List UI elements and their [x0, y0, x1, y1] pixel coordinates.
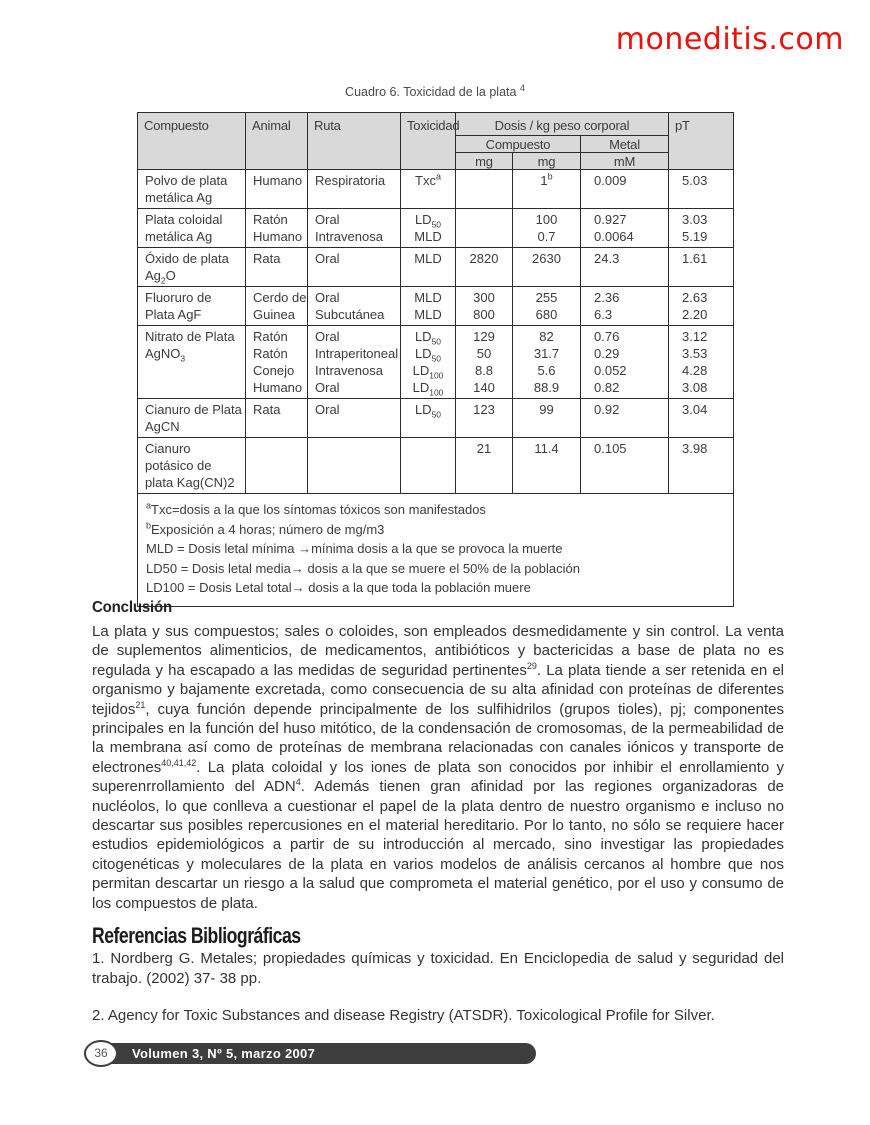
table-row	[138, 326, 734, 399]
col-header-unit-mm-metal: mM	[581, 153, 669, 170]
conclusion-paragraph: La plata y sus compuestos; sales o coloides, son empleados desmedidamente y sin control. La venta de suplementos alimenticios, de medicamentos, antibióticos y bactericidas a base de plata no es regulada y ha escapado a las medidas de seguridad pertinentes$^{29}$. La plata tiende a ser retenida en el organismo y bajamente excretada, como consecuencia de su alta afinidad con proteínas de diferentes tejidos$^{21}$, cuya función depende principalmente de los sulfihidrilos (grupos tioles), pj; componentes principales en la función del huso mitótico, de la condensación de cromosomas, de la permeabilidad de la membrana así como de proteínas de membrana relacionadas con canales iónicos y transporte de electrones$^{40,41,42}$. La plata coloidal y los iones de plata son conocidos por inhibir el enrollamiento y superenrrollamiento del ADN$^4$. Además tienen gran afinidad por las regiones organizadoras de nucléolos, lo que conlleva a cuestionar el papel de la plata dentro de nuestro organismo e incluso no descartar sus posibles repercusiones en el material hereditario. Por lo tanto, no sólo se requiere hacer estudios epidemiológicos a partir de su introducción al mercado, sino investigar las propiedades citogenéticas y moleculares de la plata en varios modelos de análisis cercanos al hombre que nos permitan descartar un riesgo a la salud que comprometa el material genético, por el uso y consumo de los compuestos de plata.	[92, 623, 785, 912]
cell-animal	[246, 287, 308, 326]
cell-line: Oral	[315, 251, 340, 266]
cell-line: 3.03	[682, 212, 708, 227]
cell-line: Óxido de plata	[145, 251, 229, 266]
reference-item: 2. Agency for Toxic Substances and disease Registry (ATSDR). Toxicological Profile for Silver.	[92, 1007, 715, 1024]
cell-line: 0.92	[594, 402, 620, 417]
footnotes-row	[138, 494, 734, 607]
cell-ruta	[308, 209, 401, 248]
col-header-pt: pT	[669, 113, 734, 170]
cell-ruta	[308, 326, 401, 399]
cell-line: AgCN	[145, 419, 180, 434]
cell-line: 800	[473, 307, 495, 322]
table-caption: Cuadro 6. Toxicidad de la plata $^4$	[345, 82, 525, 99]
cell-mg-compuesto	[456, 170, 513, 209]
col-header-dosis-compuesto: Compuesto	[456, 136, 581, 153]
cell-line: MLD	[414, 290, 442, 305]
cell-line: 1$^b$	[540, 171, 553, 188]
cell-line: Plata AgF	[145, 307, 202, 322]
cell-line: 3.12	[682, 329, 708, 344]
col-header-dosis-metal: Metal	[581, 136, 669, 153]
cell-mg-metal	[513, 248, 581, 287]
table-row	[138, 287, 734, 326]
cell-line: Nitrato de Plata	[145, 329, 235, 344]
cell-line: 6.3	[594, 307, 613, 322]
cell-line: 129	[473, 329, 495, 344]
cell-line: MLD	[414, 307, 442, 322]
cell-line: metálica Ag	[145, 229, 213, 244]
cell-animal	[246, 399, 308, 438]
table-body	[138, 170, 734, 494]
col-header-dosis-group: Dosis / kg peso corporal	[456, 113, 669, 136]
cell-compuesto	[138, 399, 246, 438]
table-footnote: $^b$Exposición a 4 horas; número de mg/m3	[146, 520, 385, 537]
cell-line: metálica Ag	[145, 190, 213, 205]
cell-animal	[246, 209, 308, 248]
cell-line: 5.6	[537, 363, 556, 378]
cell-line: Plata coloidal	[145, 212, 223, 227]
cell-mg-compuesto	[456, 326, 513, 399]
cell-ruta	[308, 287, 401, 326]
cell-line: 2.36	[594, 290, 620, 305]
cell-line: Oral	[315, 290, 340, 305]
cell-mm-metal	[581, 399, 669, 438]
cell-ruta	[308, 248, 401, 287]
cell-pt	[669, 170, 734, 209]
cell-line: Cianuro	[145, 441, 191, 456]
cell-pt	[669, 438, 734, 494]
cell-line: 2820	[469, 251, 499, 266]
cell-toxicidad	[401, 248, 456, 287]
cell-line: 11.4	[534, 441, 559, 456]
cell-pt	[669, 209, 734, 248]
table-footnote: LD50 = Dosis letal media→ dosis a la que se muere el 50% de la población	[146, 560, 580, 576]
table-footnote: MLD = Dosis letal mínima →mínima dosis a la que se provoca la muerte	[146, 541, 563, 556]
references-list	[92, 949, 784, 1044]
cell-compuesto	[138, 248, 246, 287]
table-footer	[138, 494, 734, 607]
col-header-animal: Animal	[246, 113, 308, 170]
cell-toxicidad	[401, 326, 456, 399]
cell-line: 0.927	[594, 212, 627, 227]
cell-line: 123	[473, 402, 495, 417]
table-header	[138, 113, 734, 170]
cell-line: 50	[476, 346, 492, 361]
cell-ruta	[308, 399, 401, 438]
cell-mg-metal	[513, 287, 581, 326]
page-number-badge: 36	[84, 1040, 118, 1067]
table-footnotes	[138, 494, 734, 607]
cell-mm-metal	[581, 438, 669, 494]
cell-line: Oral	[315, 402, 340, 417]
cell-compuesto	[138, 326, 246, 399]
cell-compuesto	[138, 209, 246, 248]
cell-compuesto	[138, 438, 246, 494]
cell-line: 140	[473, 380, 495, 395]
cell-mg-metal	[513, 399, 581, 438]
cell-line: 99	[539, 402, 554, 417]
cell-line: 5.19	[682, 229, 708, 244]
references-heading: Referencias Bibliográficas	[92, 923, 301, 948]
cell-line: Cianuro de Plata	[145, 402, 242, 417]
cell-line: Oral	[315, 329, 340, 344]
cell-line: $LD_{50}$	[414, 346, 442, 364]
col-header-compuesto: Compuesto	[138, 113, 246, 170]
reference-item: 1. Nordberg G. Metales; propiedades químicas y toxicidad. En Enciclopedia de salud y seguridad del trabajo. (2002) 37- 38 pp.	[92, 950, 784, 987]
cell-line: Intravenosa	[315, 363, 383, 378]
col-header-toxicidad: Toxicidad	[401, 113, 456, 170]
table-row	[138, 438, 734, 494]
cell-compuesto	[138, 170, 246, 209]
cell-line: 2630	[532, 251, 561, 266]
cell-line: Polvo de plata	[145, 173, 228, 188]
table-row	[138, 399, 734, 438]
cell-line: Subcutánea	[315, 307, 385, 322]
cell-animal	[246, 326, 308, 399]
cell-line: Intravenosa	[315, 229, 383, 244]
cell-line: Humano	[253, 229, 303, 244]
cell-line: Humano	[253, 380, 303, 395]
cell-line: 0.7	[537, 229, 556, 244]
cell-animal	[246, 438, 308, 494]
cell-mg-metal	[513, 438, 581, 494]
cell-line: potásico de	[145, 458, 212, 473]
cell-line: $LD_{50}$	[414, 402, 442, 420]
cell-line: Fluoruro de	[145, 290, 212, 305]
cell-mm-metal	[581, 248, 669, 287]
cell-line: AgNO$_3$	[145, 346, 186, 364]
cell-line: 680	[535, 307, 558, 322]
cell-line: Ratón	[253, 212, 288, 227]
cell-line: 0.052	[594, 363, 627, 378]
cell-mm-metal	[581, 170, 669, 209]
cell-line: 4.28	[682, 363, 708, 378]
cell-line: plata Kag(CN)2	[145, 475, 235, 490]
table-footnote: LD100 = Dosis Letal total→ dosis a la que toda la población muere	[146, 580, 531, 595]
cell-line: Humano	[253, 173, 303, 188]
cell-line: $LD_{100}$	[412, 363, 444, 381]
cell-mg-metal	[513, 209, 581, 248]
cell-pt	[669, 248, 734, 287]
cell-line: Oral	[315, 212, 340, 227]
cell-mg-compuesto	[456, 248, 513, 287]
cell-mg-metal	[513, 170, 581, 209]
cell-mg-compuesto	[456, 399, 513, 438]
cell-line: Ratón	[253, 329, 288, 344]
conclusion-heading: Conclusión	[92, 599, 173, 616]
cell-ruta	[308, 170, 401, 209]
cell-toxicidad	[401, 209, 456, 248]
footer-bar	[84, 1043, 536, 1064]
cell-line: 1.61	[682, 251, 708, 266]
cell-line: MLD	[414, 251, 442, 266]
cell-compuesto	[138, 287, 246, 326]
cell-line: Intraperitoneal	[315, 346, 399, 361]
cell-line: Conejo	[253, 363, 295, 378]
cell-line: Guinea	[253, 307, 295, 322]
cell-mg-metal	[513, 326, 581, 399]
cell-line: $LD_{100}$	[412, 380, 444, 398]
cell-mg-compuesto	[456, 287, 513, 326]
cell-mm-metal	[581, 326, 669, 399]
col-header-unit-mg-metal: mg	[513, 153, 581, 170]
cell-line: $LD_{50}$	[414, 329, 442, 347]
cell-line: 255	[535, 290, 558, 305]
cell-line: 3.04	[682, 402, 708, 417]
cell-line: Rata	[253, 402, 281, 417]
cell-toxicidad	[401, 287, 456, 326]
cell-line: Ratón	[253, 346, 288, 361]
cell-line: $LD_{50}$	[414, 212, 442, 230]
col-header-ruta: Ruta	[308, 113, 401, 170]
cell-line: 300	[473, 290, 495, 305]
cell-line: 0.82	[594, 380, 620, 395]
cell-mg-compuesto	[456, 209, 513, 248]
cell-line: 82	[539, 329, 554, 344]
cell-line: Respiratoria	[315, 173, 386, 188]
cell-line: 3.08	[682, 380, 708, 395]
cell-line: 100	[535, 212, 558, 227]
cell-toxicidad	[401, 170, 456, 209]
cell-line: Rata	[253, 251, 281, 266]
cell-line: 24.3	[594, 251, 620, 266]
cell-mm-metal	[581, 209, 669, 248]
cell-line: 0.009	[594, 173, 627, 188]
header-row-main	[138, 113, 734, 136]
table-footnote: $^a$Txc=dosis a la que los síntomas tóxicos son manifestados	[146, 500, 486, 517]
cell-line: 3.98	[682, 441, 708, 456]
cell-line: 21	[476, 441, 492, 456]
col-header-unit-mg-compuesto: mg	[456, 153, 513, 170]
cell-line: 3.53	[682, 346, 708, 361]
cell-toxicidad	[401, 438, 456, 494]
cell-line: 2.63	[682, 290, 708, 305]
cell-line: Txc$^a$	[415, 171, 441, 188]
cell-line: $Ag_2O$	[145, 268, 176, 286]
cell-line: 8.8	[474, 363, 494, 378]
cell-mm-metal	[581, 287, 669, 326]
cell-animal	[246, 170, 308, 209]
cell-ruta	[308, 438, 401, 494]
table-row	[138, 248, 734, 287]
table-row	[138, 209, 734, 248]
cell-line: 0.105	[594, 441, 627, 456]
cell-line: MLD	[414, 229, 442, 244]
cell-line: Cerdo de	[253, 290, 307, 305]
cell-pt	[669, 326, 734, 399]
cell-pt	[669, 287, 734, 326]
table-row	[138, 170, 734, 209]
cell-line: 0.29	[594, 346, 620, 361]
cell-line: 2.20	[682, 307, 708, 322]
cell-line: 0.0064	[594, 229, 634, 244]
cell-line: 88.9	[533, 380, 560, 395]
cell-line: 31.7	[533, 346, 560, 361]
watermark-logo: moneditis.com	[615, 22, 844, 57]
cell-animal	[246, 248, 308, 287]
footer-volume-text: Volumen 3, Nº 5, marzo 2007	[132, 1046, 316, 1061]
cell-pt	[669, 399, 734, 438]
cell-line: Oral	[315, 380, 340, 395]
cell-toxicidad	[401, 399, 456, 438]
cell-mg-compuesto	[456, 438, 513, 494]
toxicity-table	[137, 112, 734, 607]
cell-line: 5.03	[682, 173, 708, 188]
cell-line: 0.76	[594, 329, 620, 344]
